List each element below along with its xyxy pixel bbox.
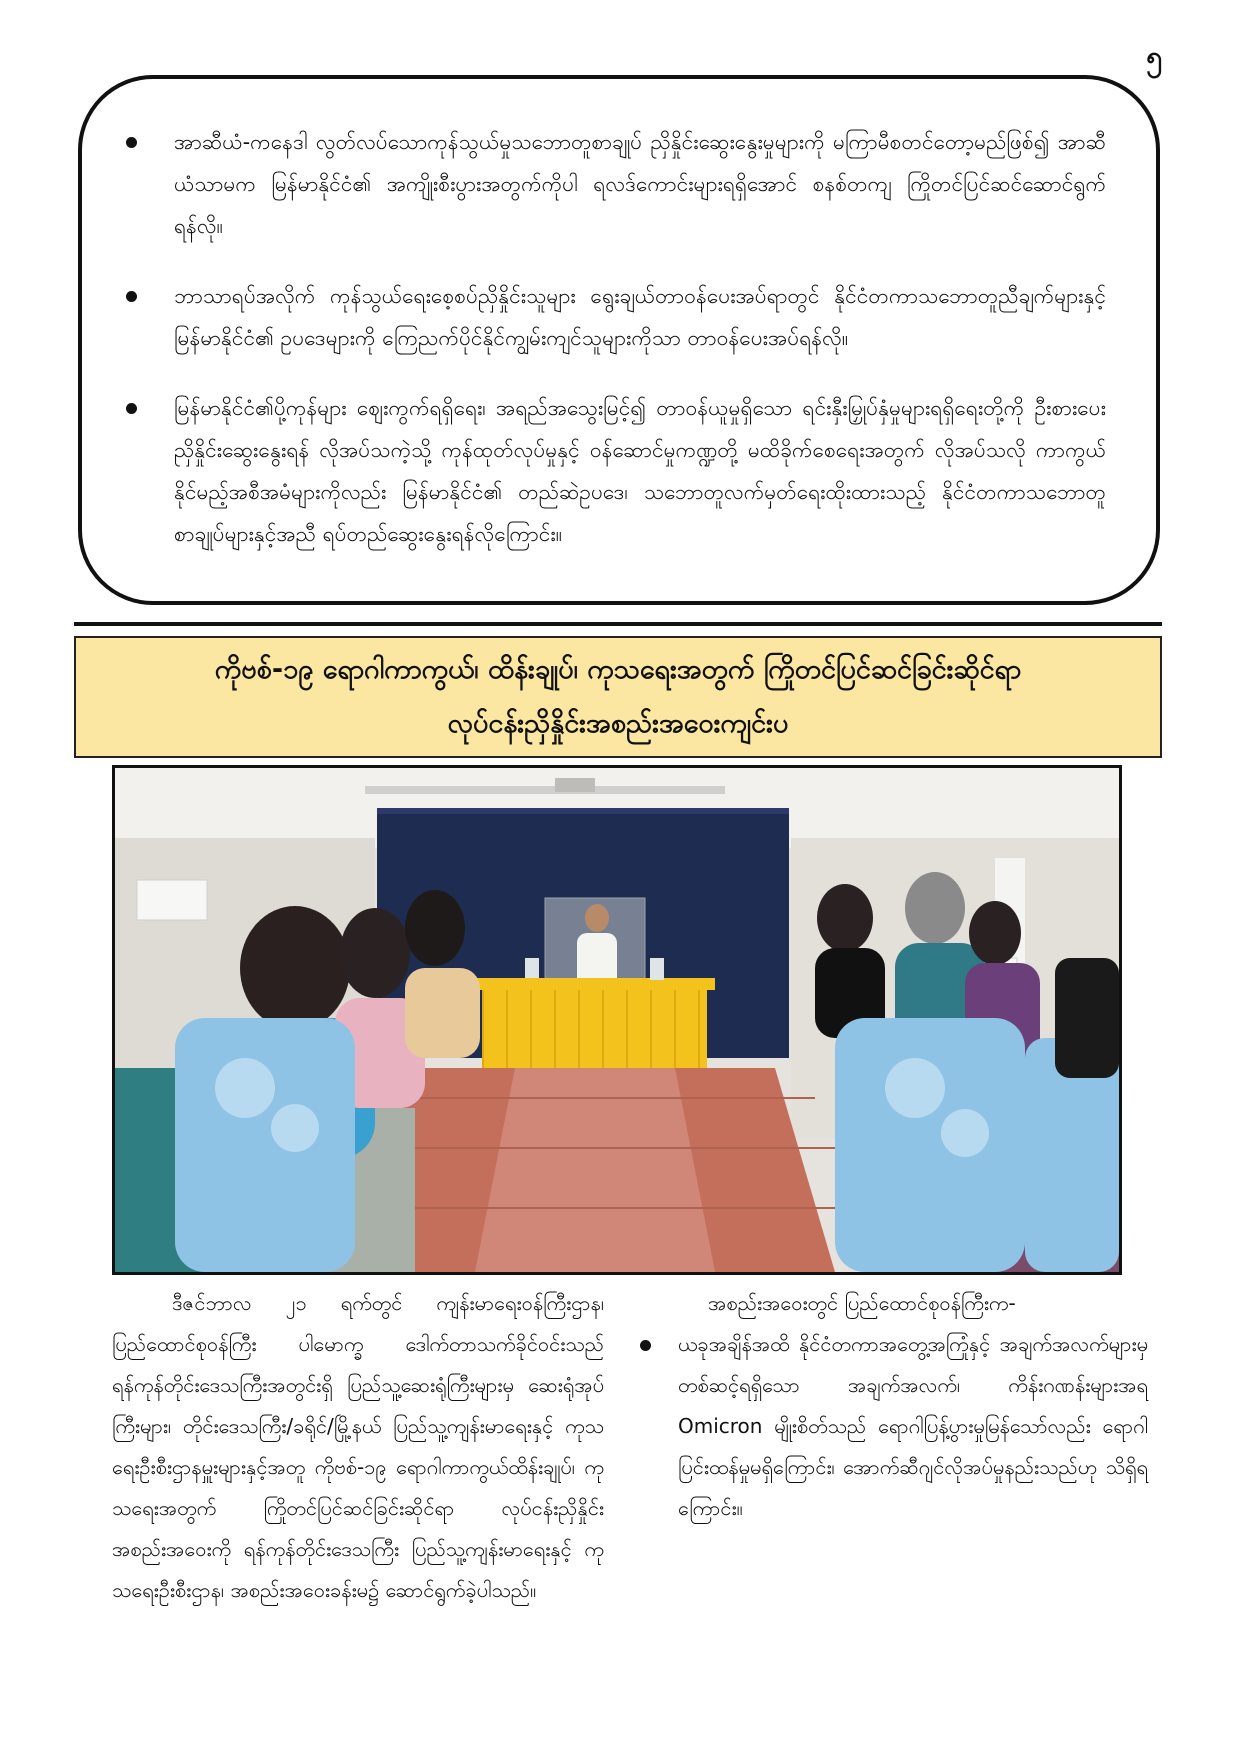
article-right-column <box>638 1283 1148 1529</box>
article-bullet <box>638 1324 1148 1529</box>
article-headline <box>74 636 1162 758</box>
summary-list <box>124 121 1106 555</box>
article-left-column <box>112 1283 604 1611</box>
chair-left <box>175 1018 355 1272</box>
page-number: ၅ <box>1146 40 1162 73</box>
summary-item <box>124 387 1106 555</box>
summary-item-text: မြန်မာနိုင်ငံ၏ပို့ကုန်များ ဈေးကွက်ရရှိရေး၊ အရည်အသွေးမြင့်၍ တာဝန်ယူမှုရှိသော ရင်းနှီးမြှုပ်နှံမှုများရရှိရေးတို့ကို ဦးစားပေးညှိနှိုင်းဆွေးနွေးရန် လိုအပ်သကဲ့သို့ ကုန်ထုတ်လုပ်မှုနှင့် ဝန်ဆောင်မှုကဏ္ဍတို့ မထိခိုက်စေရေးအတွက် လိုအပ်သလို ကာကွယ်နိုင်မည့်အစီအမံများကိုလည်း မြန်မာနိုင်ငံ၏ တည်ဆဲဥပဒေ၊ သဘောတူလက်မှတ်ရေးထိုးထားသည့် နိုင်ငံတကာသဘောတူစာချုပ်များနှင့်အညီ ရပ်တည်ဆွေးနွေးရန်လိုကြောင်း။ <box>174 396 1106 546</box>
article-bullet-text: ယခုအချိန်အထိ နိုင်ငံတကာအတွေ့အကြုံနှင့် အချက်အလက်များမှတစ်ဆင့်ရရှိသော အချက်အလက်၊ ကိန်းဂဏန်းများအရ Omicron မျိုးစိတ်သည် ရောဂါပြန့်ပွားမှုမြန်သော်လည်း ရောဂါပြင်းထန်မှုမရှိကြောင်း၊ အောက်ဆီဂျင်လိုအပ်မှုနည်းသည်ဟု သိရှိရကြောင်း။ <box>678 1332 1148 1520</box>
section-divider <box>74 622 1162 626</box>
bullet-dot-icon <box>126 291 137 302</box>
article-bullet-list <box>638 1324 1148 1529</box>
summary-item <box>124 121 1106 247</box>
article-intro: အစည်းအဝေးတွင် ပြည်ထောင်စုဝန်ကြီးက- <box>708 1291 1016 1315</box>
meeting-photo <box>112 765 1122 1275</box>
summary-item <box>124 275 1106 359</box>
bullet-dot-icon <box>640 1340 651 1351</box>
bullet-dot-icon <box>126 137 137 148</box>
summary-box <box>78 75 1160 605</box>
article-paragraph: ဒီဇင်ဘာလ ၂၁ ရက်တွင် ကျန်းမာရေးဝန်ကြီးဌာန၊ ပြည်ထောင်စုဝန်ကြီး ပါမောက္ခ ဒေါက်တာသက်ခိုင်ဝင်းသည် ရန်ကုန်တိုင်းဒေသကြီးအတွင်းရှိ ပြည်သူ့ဆေးရုံကြီးများမှ ဆေးရုံအုပ်ကြီးများ၊ တိုင်းဒေသကြီး/ခရိုင်/မြို့နယ် ပြည်သူ့ကျန်းမာရေးနှင့် ကုသရေးဦးစီးဌာနမှူးများနှင့်အတူ ကိုဗစ်-၁၉ ရောဂါကာကွယ်ထိန်းချုပ်၊ ကုသရေးအတွက် ကြိုတင်ပြင်ဆင်ခြင်းဆိုင်ရာ လုပ်ငန်းညှိနှိုင်းအစည်းအဝေးကို ရန်ကုန်တိုင်းဒေသကြီး ပြည်သူ့ကျန်းမာရေးနှင့် ကုသရေးဦးစီးဌာန၊ အစည်းအဝေးခန်းမ၌ ဆောင်ရွက်ခဲ့ပါသည်။ <box>112 1291 604 1602</box>
bullet-dot-icon <box>126 403 137 414</box>
summary-item-text: ဘာသာရပ်အလိုက် ကုန်သွယ်ရေးစေ့စပ်ညှိနှိုင်းသူများ ရွေးချယ်တာဝန်ပေးအပ်ရာတွင် နိုင်ငံတကာသဘောတူညီချက်များနှင့် မြန်မာနိုင်ငံ၏ ဥပဒေများကို ကြေညက်ပိုင်နိုင်ကျွမ်းကျင်သူများကိုသာ တာဝန်ပေးအပ်ရန်လို။ <box>174 284 1106 350</box>
chair-right <box>835 1018 1025 1272</box>
head-table-cloth <box>483 990 707 1068</box>
summary-item-text: အာဆီယံ-ကနေဒါ လွတ်လပ်သောကုန်သွယ်မှုသဘောတူစာချုပ် ညှိနှိုင်းဆွေးနွေးမှုများကို မကြာမီစတင်တော့မည်ဖြစ်၍ အာဆီယံသာမက မြန်မာနိုင်ငံ၏ အကျိုးစီးပွားအတွက်ကိုပါ ရလဒ်ကောင်းများရရှိအောင် စနစ်တကျ ကြိုတင်ပြင်ဆင်ဆောင်ရွက်ရန်လို။ <box>174 130 1106 238</box>
headline-line-2: လုပ်ငန်းညှိနှိုင်းအစည်းအဝေးကျင်းပ <box>447 708 789 739</box>
headline-line-1: ကိုဗစ်-၁၉ ရောဂါကာကွယ်၊ ထိန်းချုပ်၊ ကုသရေးအတွက် ကြိုတင်ပြင်ဆင်ခြင်းဆိုင်ရာ <box>214 654 1022 685</box>
meeting-photo-illustration <box>115 768 1119 1272</box>
